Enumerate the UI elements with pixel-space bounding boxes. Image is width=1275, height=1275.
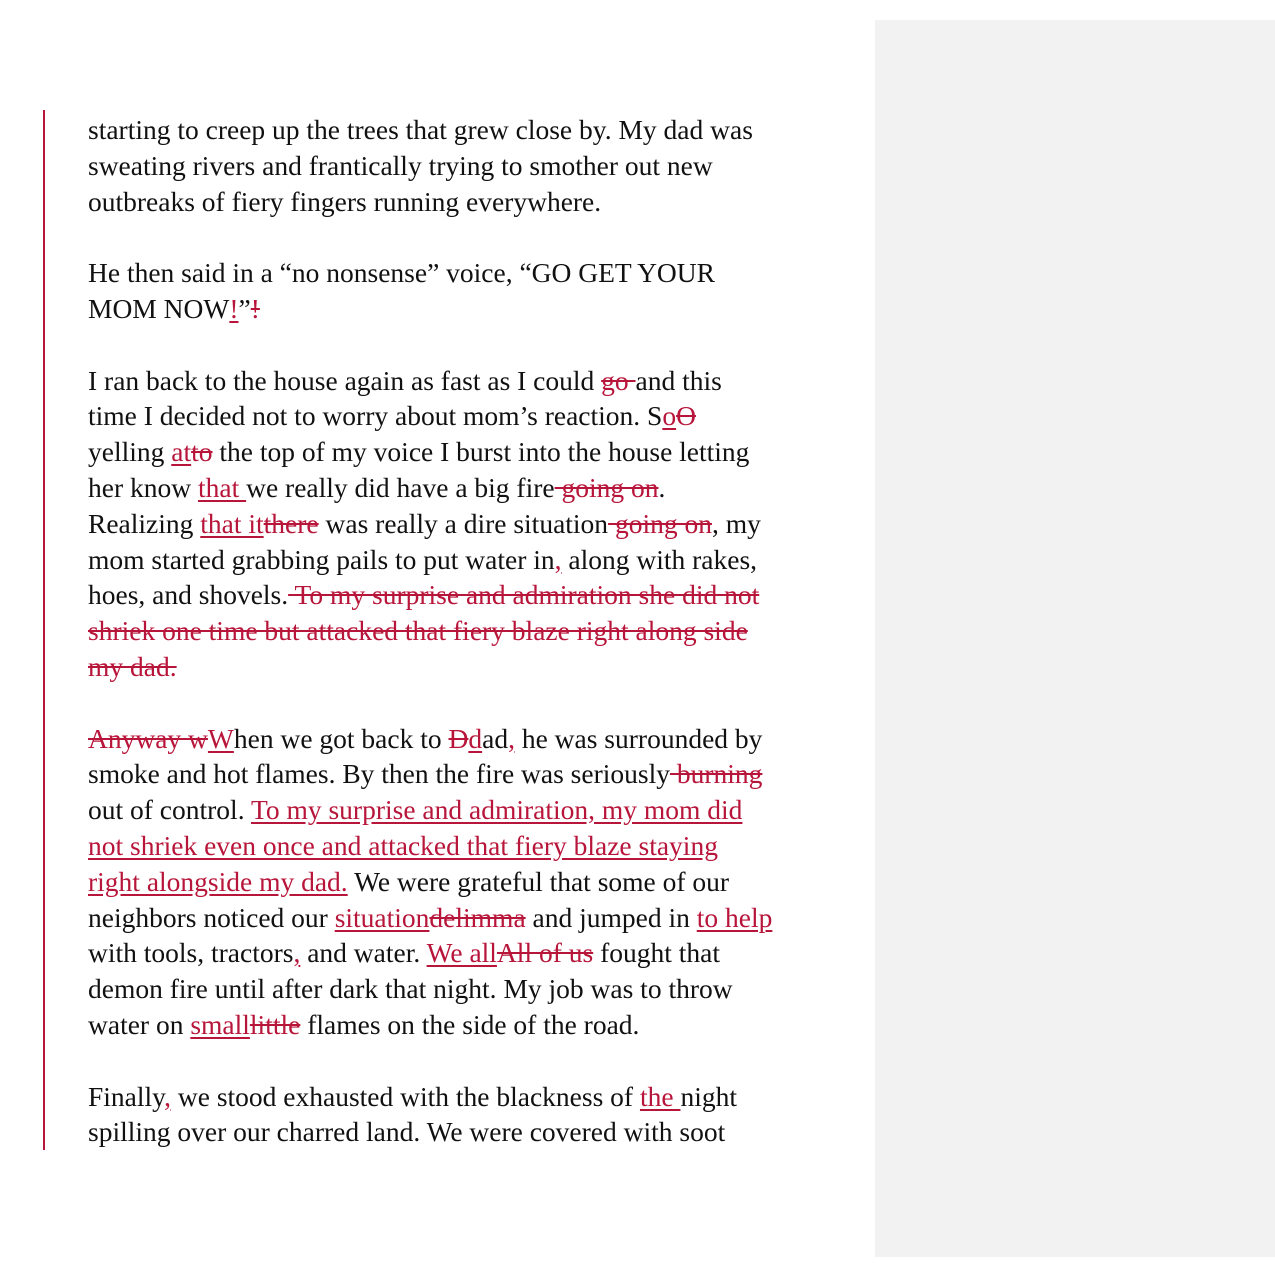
- text-run: spilling over our charred land.: [88, 1116, 427, 1148]
- deleted-text[interactable]: shriek one time but attacked that fiery blaze right along side: [88, 615, 748, 647]
- inserted-text[interactable]: the: [639, 1080, 681, 1112]
- paragraph: [88, 1079, 878, 1151]
- deleted-text[interactable]: little: [249, 1008, 301, 1040]
- deleted-text[interactable]: there: [263, 507, 319, 539]
- text-run: out of control.: [88, 794, 251, 826]
- text-run: Finally: [88, 1080, 165, 1112]
- text-run: .: [658, 471, 666, 503]
- text-run: we really did have a big fire: [246, 471, 555, 503]
- text-line: [88, 577, 878, 613]
- text-run: the top of my voice I burst into the house letting: [212, 436, 750, 468]
- deleted-text[interactable]: !: [250, 292, 260, 324]
- deleted-text[interactable]: going on: [608, 507, 712, 539]
- text-line: [88, 1007, 878, 1043]
- text-run: yelling: [88, 436, 172, 468]
- inserted-text[interactable]: right alongside my dad.: [88, 865, 348, 897]
- inserted-text[interactable]: to help: [696, 901, 773, 933]
- text-line: [88, 434, 878, 470]
- text-run: with tools, tractors: [88, 937, 294, 969]
- text-run: starting to creep up the trees that grew close by.: [88, 114, 619, 145]
- deleted-text[interactable]: All of us: [496, 937, 594, 969]
- text-line: [88, 900, 878, 936]
- text-line: [88, 721, 878, 757]
- inserted-text[interactable]: ,: [508, 722, 515, 754]
- text-run: he was surrounded by: [514, 722, 763, 754]
- text-run: demon fire until after dark that night.: [88, 973, 504, 1005]
- change-bar: [43, 110, 45, 1150]
- text-run: outbreaks of fiery fingers running everywhere.: [88, 185, 602, 217]
- text-line: [88, 1079, 878, 1115]
- inserted-text[interactable]: that: [197, 471, 247, 503]
- comment-margin-panel: [875, 20, 1275, 1257]
- deleted-text[interactable]: to: [191, 436, 213, 468]
- text-run: ”: [238, 292, 251, 324]
- text-line: [88, 148, 878, 184]
- text-run: ad: [482, 722, 509, 754]
- deleted-text[interactable]: To my surprise and admiration she did not: [288, 579, 760, 611]
- paragraph: [88, 721, 878, 1043]
- inserted-text[interactable]: W: [207, 722, 234, 754]
- text-line: [88, 291, 878, 327]
- deleted-text[interactable]: go: [601, 364, 636, 396]
- text-run: My job was to throw: [503, 973, 733, 1005]
- paragraph: [88, 112, 878, 219]
- text-run: I ran back to the house again as fast as I could: [88, 364, 602, 396]
- inserted-text[interactable]: small: [190, 1008, 250, 1040]
- text-run: smoke and hot flames.: [88, 758, 343, 790]
- paragraph: [88, 255, 878, 327]
- text-run: her know: [88, 471, 198, 503]
- inserted-text[interactable]: ,: [164, 1080, 172, 1112]
- text-run: He then said in a “no nonsense” voice, “GO GET YOUR: [88, 257, 715, 289]
- text-run: neighbors noticed our: [88, 901, 335, 933]
- text-run: We were grateful that some of our: [347, 865, 730, 897]
- text-line: [88, 1114, 878, 1150]
- text-run: night: [680, 1080, 737, 1112]
- text-run: along with rakes,: [561, 543, 758, 575]
- text-line: [88, 756, 878, 792]
- text-run: By then the fire was seriously: [342, 758, 670, 790]
- deleted-text[interactable]: my dad.: [88, 650, 177, 682]
- text-line: [88, 506, 878, 542]
- text-line: [88, 935, 878, 971]
- text-run: and jumped in: [525, 901, 697, 933]
- text-run: sweating rivers and frantically trying to smother out new: [88, 149, 713, 181]
- text-run: time I decided not to worry about mom’s reaction.: [88, 400, 648, 432]
- inserted-text[interactable]: o: [662, 400, 677, 432]
- deleted-text[interactable]: O: [676, 400, 696, 432]
- document-body[interactable]: [88, 112, 878, 1186]
- text-run: hen we got back to: [233, 722, 449, 754]
- text-run: was really a dire situation: [318, 507, 609, 539]
- deleted-text[interactable]: Anyway w: [88, 722, 208, 754]
- text-run: We were covered with soot: [426, 1116, 726, 1148]
- text-line: [88, 542, 878, 578]
- text-run: hoes, and shovels.: [88, 579, 289, 611]
- text-run: and this: [635, 364, 722, 396]
- inserted-text[interactable]: ,: [554, 543, 562, 575]
- text-line: [88, 792, 878, 828]
- deleted-text[interactable]: going on: [554, 471, 659, 503]
- text-line: [88, 828, 878, 864]
- text-run: and water.: [300, 937, 427, 969]
- text-line: [88, 971, 878, 1007]
- text-run: , my: [711, 507, 761, 539]
- inserted-text[interactable]: To my surprise and admiration, my mom did: [250, 794, 743, 826]
- text-line: [88, 112, 878, 148]
- inserted-text[interactable]: !: [229, 292, 239, 324]
- text-line: [88, 470, 878, 506]
- text-line: [88, 184, 878, 220]
- text-run: flames on the side of the road.: [300, 1008, 640, 1040]
- text-line: [88, 363, 878, 399]
- inserted-text[interactable]: that it: [200, 507, 264, 539]
- text-run: fought that: [593, 937, 720, 969]
- text-line: [88, 255, 878, 291]
- inserted-text[interactable]: d: [468, 722, 483, 754]
- text-run: My dad was: [618, 114, 753, 145]
- inserted-text[interactable]: situation: [334, 901, 430, 933]
- text-line: [88, 864, 878, 900]
- inserted-text[interactable]: at: [171, 436, 192, 468]
- inserted-text[interactable]: not shriek even once and attacked that fiery blaze staying: [88, 829, 718, 861]
- text-run: we stood exhausted with the blackness of: [171, 1080, 640, 1112]
- text-run: MOM NOW: [88, 292, 230, 324]
- text-run: mom started grabbing pails to put water in: [88, 543, 555, 575]
- text-line: [88, 613, 878, 649]
- text-run: Realizing: [88, 507, 201, 539]
- inserted-text[interactable]: ,: [293, 937, 301, 969]
- text-line: [88, 398, 878, 434]
- deleted-text[interactable]: delimma: [429, 901, 526, 933]
- deleted-text[interactable]: burning: [669, 758, 763, 790]
- text-line: [88, 649, 878, 685]
- deleted-text[interactable]: D: [448, 722, 469, 754]
- text-run: S: [647, 400, 663, 432]
- paragraph: [88, 363, 878, 685]
- text-run: water on: [88, 1008, 191, 1040]
- inserted-text[interactable]: We all: [426, 937, 497, 969]
